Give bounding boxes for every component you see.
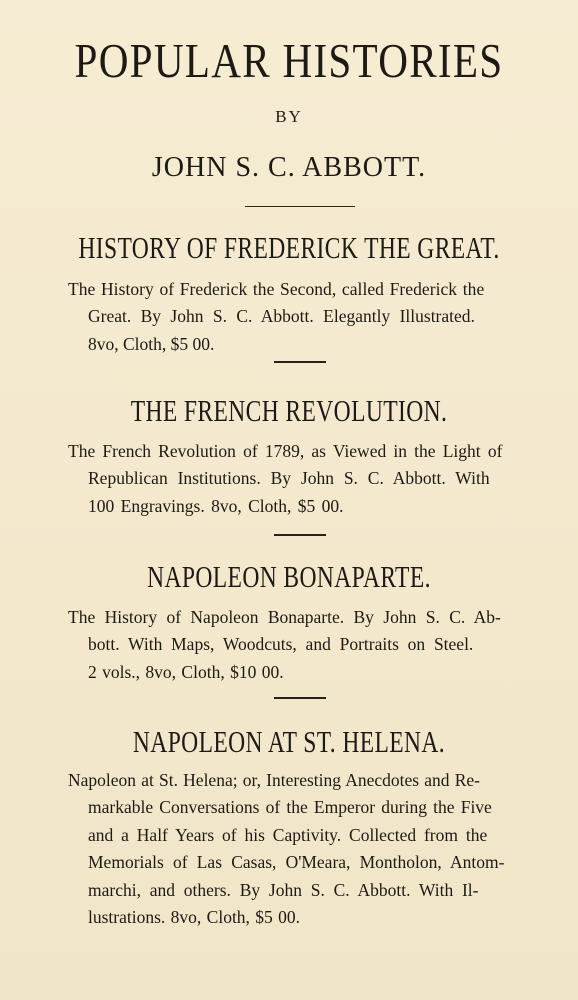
section-line: Great. By John S. C. Abbott. Elegantly Illustrated.: [88, 306, 475, 326]
section-title-frederick: HISTORY OF FREDERICK THE GREAT.: [78, 230, 500, 265]
section-line: The History of Frederick the Second, called Frederick the: [68, 279, 485, 299]
section-line: 100 Engravings. 8vo, Cloth, $5 00.: [88, 496, 344, 516]
section-line: Napoleon at St. Helena; or, Interesting Anecdotes and Re-: [68, 770, 480, 790]
section-line: Republican Institutions. By John S. C. Abbott. With: [88, 468, 490, 488]
section-line: 2 vols., 8vo, Cloth, $10 00.: [88, 662, 284, 682]
section-line: lustrations. 8vo, Cloth, $5 00.: [88, 907, 301, 927]
section-divider: [274, 361, 326, 363]
section-line: 8vo, Cloth, $5 00.: [88, 334, 215, 354]
author-name: JOHN S. C. ABBOTT.: [151, 152, 427, 183]
section-title-french-revolution: THE FRENCH REVOLUTION.: [130, 393, 448, 428]
byline-label: BY: [275, 107, 303, 126]
section-divider: [274, 534, 326, 536]
section-line: and a Half Years of his Captivity. Collected from the: [88, 825, 488, 845]
section-line: bott. With Maps, Woodcuts, and Portraits on Steel.: [88, 634, 474, 654]
section-line: The History of Napoleon Bonaparte. By John S. C. Ab-: [68, 607, 501, 627]
section-title-napoleon-bonaparte: NAPOLEON BONAPARTE.: [147, 559, 431, 594]
section-line: marchi, and others. By John S. C. Abbott. With Il-: [88, 880, 479, 900]
section-line: The French Revolution of 1789, as Viewed in the Light of: [68, 441, 503, 461]
title-divider: [245, 206, 355, 207]
page-title: POPULAR HISTORIES: [74, 33, 504, 88]
section-line: Memorials of Las Casas, O'Meara, Montholon, Antom-: [88, 852, 505, 872]
section-divider: [274, 697, 326, 699]
section-line: markable Conversations of the Emperor during the Five: [88, 797, 492, 817]
section-title-napoleon-st-helena: NAPOLEON AT ST. HELENA.: [132, 724, 446, 759]
